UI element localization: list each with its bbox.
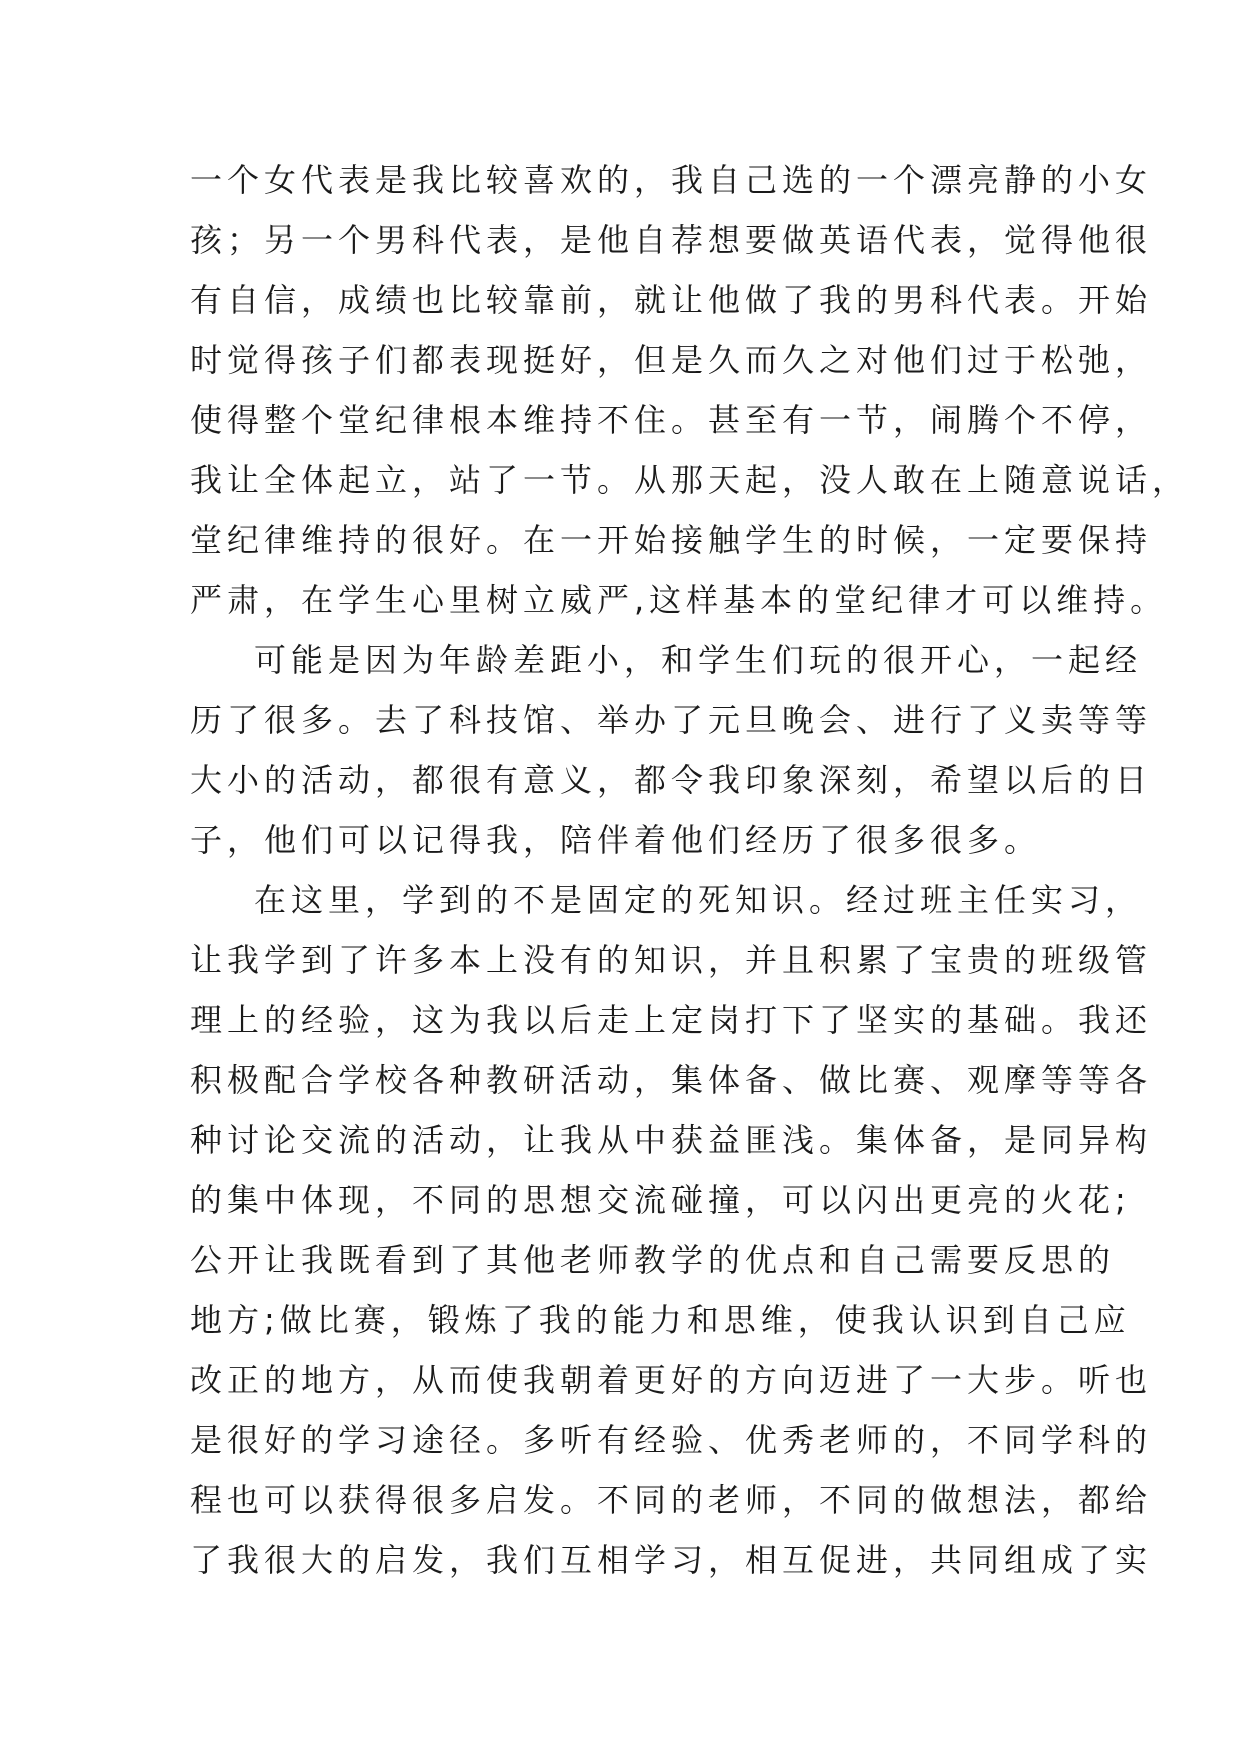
text-line: 孩；另一个男科代表，是他自荐想要做英语代表，觉得他很	[190, 221, 1153, 259]
text-line: 我让全体起立，站了一节。从那天起，没人敢在上随意说话，	[190, 461, 1190, 499]
text-line: 大小的活动，都很有意义，都令我印象深刻，希望以后的日	[190, 761, 1153, 799]
text-line: 严肃，在学生心里树立威严,这样基本的堂纪律才可以维持。	[190, 581, 1168, 619]
text-line: 堂纪律维持的很好。在一开始接触学生的时候，一定要保持	[190, 521, 1153, 559]
text-line: 是很好的学习途径。多听有经验、优秀老师的，不同学科的	[190, 1421, 1153, 1459]
paragraph-start-line: 可能是因为年龄差距小，和学生们玩的很开心，一起经	[254, 641, 1143, 679]
text-line: 使得整个堂纪律根本维持不住。甚至有一节，闹腾个不停，	[190, 401, 1153, 439]
body-text	[190, 150, 1190, 1590]
text-line: 公开让我既看到了其他老师教学的优点和自己需要反思的	[190, 1241, 1116, 1279]
text-line: 了我很大的启发，我们互相学习，相互促进，共同组成了实	[190, 1541, 1153, 1579]
paragraph-start-line: 在这里，学到的不是固定的死知识。经过班主任实习，	[254, 881, 1143, 919]
text-line: 有自信，成绩也比较靠前，就让他做了我的男科代表。开始	[190, 281, 1153, 319]
text-line: 种讨论交流的活动，让我从中获益匪浅。集体备，是同异构	[190, 1121, 1153, 1159]
text-line: 改正的地方，从而使我朝着更好的方向迈进了一大步。听也	[190, 1361, 1153, 1399]
text-line: 理上的经验，这为我以后走上定岗打下了坚实的基础。我还	[190, 1001, 1153, 1039]
text-line: 一个女代表是我比较喜欢的，我自己选的一个漂亮静的小女	[190, 161, 1153, 199]
text-line: 积极配合学校各种教研活动，集体备、做比赛、观摩等等各	[190, 1061, 1153, 1099]
text-line: 的集中体现，不同的思想交流碰撞，可以闪出更亮的火花;	[190, 1181, 1131, 1219]
text-line: 历了很多。去了科技馆、举办了元旦晚会、进行了义卖等等	[190, 701, 1153, 739]
text-line: 让我学到了许多本上没有的知识，并且积累了宝贵的班级管	[190, 941, 1153, 979]
text-line: 时觉得孩子们都表现挺好，但是久而久之对他们过于松弛，	[190, 341, 1153, 379]
text-line: 地方;做比赛，锻炼了我的能力和思维，使我认识到自己应	[190, 1301, 1131, 1339]
text-line: 程也可以获得很多启发。不同的老师，不同的做想法，都给	[190, 1481, 1153, 1519]
text-line: 子，他们可以记得我，陪伴着他们经历了很多很多。	[190, 821, 1042, 859]
